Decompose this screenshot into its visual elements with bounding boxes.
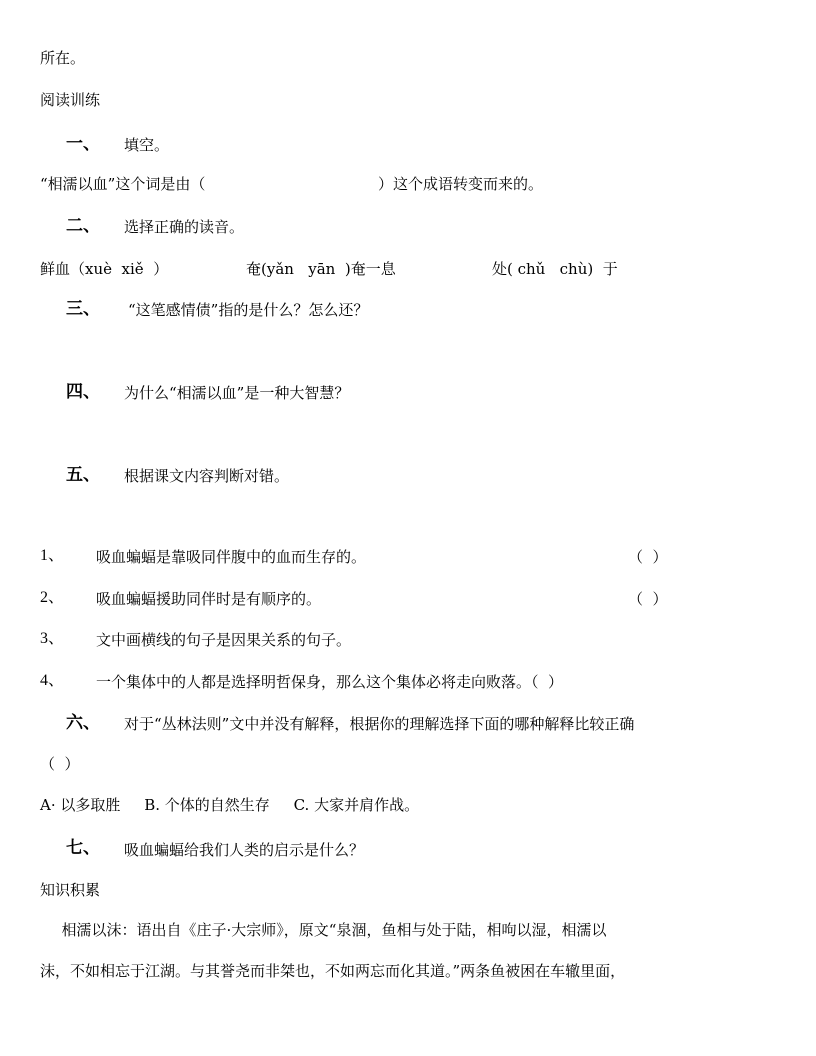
q1-text-before: “相濡以血”这个词是由（ bbox=[40, 175, 206, 193]
q5-item-4-text: 一个集体中的人都是选择明哲保身，那么这个集体必将走向败落。（ ） bbox=[96, 673, 564, 691]
q1-text-after: ）这个成语转变而来的。 bbox=[378, 175, 544, 193]
q3-number: 三、 bbox=[66, 299, 100, 319]
q6-title: 对于“丛林法则”文中并没有解释，根据你的理解选择下面的哪种解释比较正确 bbox=[124, 715, 635, 733]
q2-option-2: 奄(yǎn yān )奄一息 bbox=[246, 260, 396, 278]
q5-item-2-text: 吸血蝙蝠援助同伴时是有顺序的。 bbox=[96, 590, 322, 608]
q5-number: 五、 bbox=[66, 465, 100, 485]
q5-item-1-bracket: （ ） bbox=[628, 548, 668, 566]
q6-bracket: （ ） bbox=[40, 755, 80, 773]
q7-title: 吸血蝙蝠给我们人类的启示是什么？ bbox=[124, 841, 365, 859]
knowledge-paragraph-line-2: 沫，不如相忘于江湖。与其誉尧而非桀也，不如两忘而化其道。”两条鱼被困在车辙里面， bbox=[40, 962, 626, 980]
q6-number: 六、 bbox=[66, 713, 100, 733]
q5-item-4-number: 4、 bbox=[40, 672, 65, 689]
q5-item-1-number: 1、 bbox=[40, 547, 65, 564]
q1-title: 填空。 bbox=[124, 136, 170, 154]
q5-title: 根据课文内容判断对错。 bbox=[124, 467, 290, 485]
q1-number: 一、 bbox=[66, 134, 100, 154]
q5-item-3-number: 3、 bbox=[40, 630, 65, 647]
q5-item-3-text: 文中画横线的句子是因果关系的句子。 bbox=[96, 631, 352, 649]
continued-text: 所在。 bbox=[40, 49, 86, 67]
knowledge-paragraph-line-1: 相濡以沫：语出自《庄子·大宗师》，原文“泉涸，鱼相与处于陆，相呴以湿，相濡以 bbox=[52, 921, 607, 939]
q4-number: 四、 bbox=[66, 382, 100, 402]
knowledge-title: 知识积累 bbox=[40, 881, 101, 899]
q3-title: “这笔感情债”指的是什么？怎么还？ bbox=[128, 301, 369, 319]
q5-item-1-text: 吸血蝙蝠是靠吸同伴腹中的血而生存的。 bbox=[96, 548, 367, 566]
q5-item-2-number: 2、 bbox=[40, 589, 65, 606]
q2-title: 选择正确的读音。 bbox=[124, 218, 245, 236]
q7-number: 七、 bbox=[66, 838, 100, 858]
q6-choices: A· 以多取胜 B. 个体的自然生存 C. 大家并肩作战。 bbox=[40, 796, 420, 814]
q4-title: 为什么“相濡以血”是一种大智慧？ bbox=[124, 384, 350, 402]
q2-option-1: 鲜血（xuè xiě ） bbox=[40, 260, 169, 278]
q2-option-3: 处( chǔ chù) 于 bbox=[492, 260, 618, 278]
section-title-reading: 阅读训练 bbox=[40, 91, 101, 109]
q5-item-2-bracket: （ ） bbox=[628, 590, 668, 608]
q2-number: 二、 bbox=[66, 216, 100, 236]
